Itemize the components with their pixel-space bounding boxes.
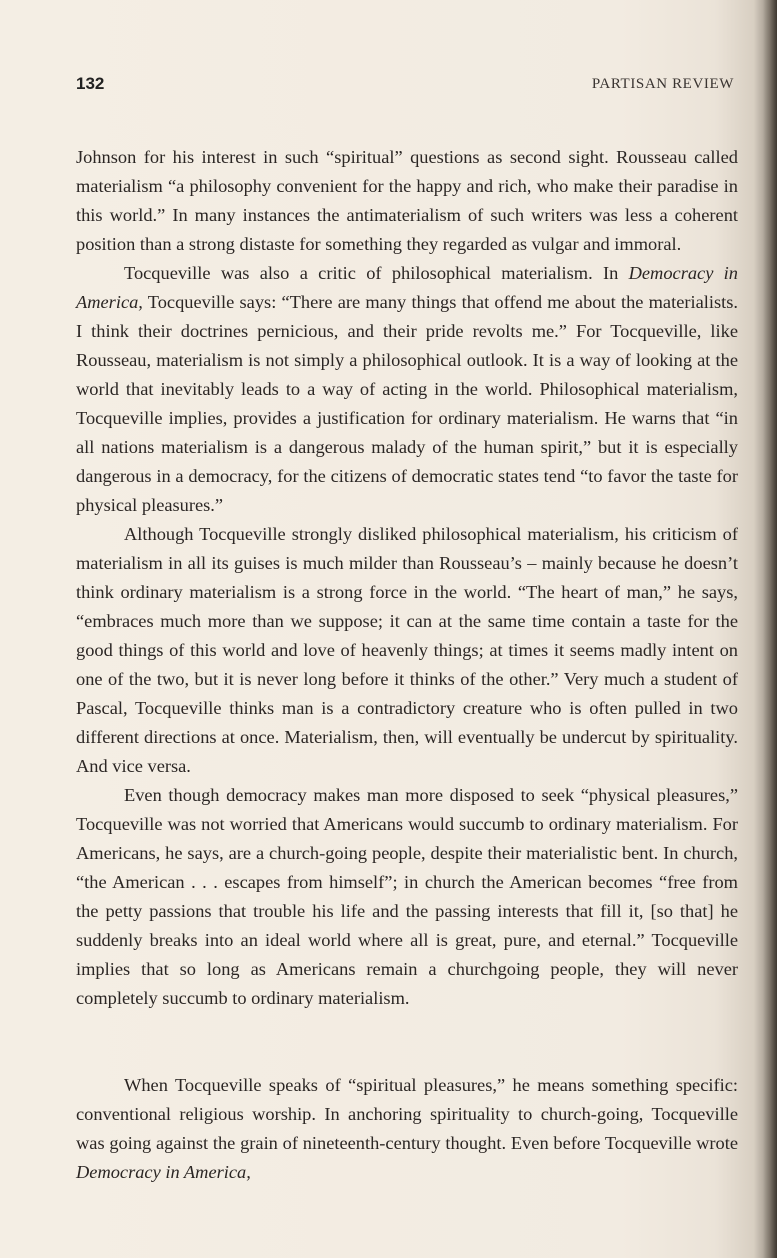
running-head: PARTISAN REVIEW (591, 76, 734, 92)
paragraph-2-text-after: Tocqueville says: “There are many things that offend me about the materialists. I think their doctrines pernicious, and their pride revolts me.” For Tocqueville, like Rousseau, materialism is not simply a philosophical outlook. It is a way of looking at the world that inevitably leads to a way of acting in the world. Philosophical materialism, Tocqueville implies, provides a justification for ordinary materialism. He warns that “in all nations materialism is a dangerous malady of the human spirit,” but it is especially dangerous in a democracy, for the citizens of democratic states tend “to favor the taste for physical pleasures.” (76, 292, 738, 515)
paragraph-2 (76, 259, 738, 520)
section-break (76, 1013, 738, 1071)
paragraph-5-text-before: When Tocqueville speaks of “spiritual pleasures,” he means something specific: conventional religious worship. In anchoring spirituality to church-going, Tocqueville was going against the grain of nineteenth-century thought. Even before Tocqueville wrote (76, 1075, 738, 1153)
paragraph-2-text-before: Tocqueville was also a critic of philosophical materialism. In (124, 263, 629, 283)
page-number: 132 (76, 74, 105, 93)
page-edge-shadow (763, 0, 777, 1258)
body-text (76, 143, 738, 1187)
paragraph-3: Although Tocqueville strongly disliked philosophical materialism, his criticism of materialism in all its guises is much milder than Rousseau’s – mainly because he doesn’t think ordinary materialism is a strong force in the world. “The heart of man,” he says, “embraces much more than we suppose; it can at the same time contain a taste for the good things of this world and love of heavenly things; at times it seems madly intent on one of the two, but it is never long before it thinks of the other.” Very much a student of Pascal, Tocqueville thinks man is a contradictory creature who is often pulled in two different directions at once. Materialism, then, will eventually be undercut by spirituality. And vice versa. (76, 524, 738, 776)
page-header (76, 74, 734, 98)
book-title-italic: Democracy in America, (76, 263, 738, 312)
book-title-italic: Democracy in America, (76, 1162, 251, 1182)
paragraph-5 (76, 1071, 738, 1187)
paragraph-1: Johnson for his interest in such “spiritual” questions as second sight. Rousseau called materialism “a philosophy convenient for the happy and rich, who make their paradise in this world.” In many instances the antimaterialism of such writers was less a coherent position than a strong distaste for something they regarded as vulgar and immoral. (76, 147, 738, 254)
paragraph-4: Even though democracy makes man more disposed to seek “physical pleasures,” Tocqueville was not worried that Americans would succumb to ordinary materialism. For Americans, he says, are a church-going people, despite their materialistic bent. In church, “the American . . . escapes from himself”; in church the American becomes “free from the petty passions that trouble his life and the passing interests that fill it, [so that] he suddenly breaks into an ideal world where all is great, pure, and eternal.” Tocqueville implies that so long as Americans remain a churchgoing people, they will never completely succumb to ordinary materialism. (76, 785, 738, 1008)
